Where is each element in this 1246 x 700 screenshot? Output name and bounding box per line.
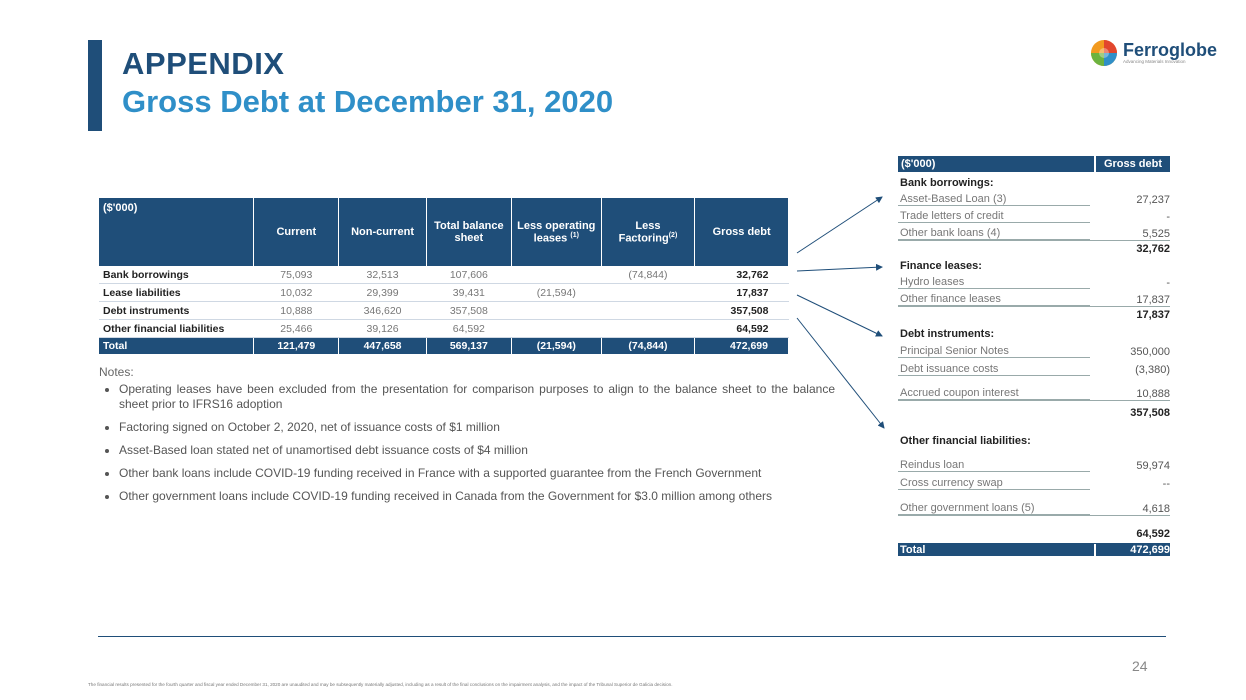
total-less-op: (21,594) <box>512 338 602 355</box>
list-item: Trade letters of credit - <box>900 210 1170 223</box>
row-label: Bank borrowings <box>99 266 254 284</box>
list-item: Other finance leases 17,837 <box>900 293 1170 306</box>
arrow-debt <box>797 295 882 336</box>
notes-title: Notes: <box>99 365 134 379</box>
cell-non-current: 39,126 <box>339 320 426 338</box>
side-col-label: Gross debt <box>1094 156 1170 172</box>
subtotal-row: 17,837 <box>898 306 1170 321</box>
cell-current: 10,888 <box>254 302 339 320</box>
section-title: Finance leases: <box>900 260 982 272</box>
total-less-fact: (74,844) <box>601 338 695 355</box>
side-header <box>898 156 1170 172</box>
gross-debt-breakdown-table <box>898 156 1170 556</box>
cell-non-current: 32,513 <box>339 266 426 284</box>
cell-less-fact: (74,844) <box>601 266 695 284</box>
page-title-appendix: APPENDIX <box>122 46 285 81</box>
col-total-balance: Total balance sheet <box>426 198 511 266</box>
side-total-label: Total <box>900 543 926 556</box>
logo-tagline: Advancing Materials Innovation <box>1123 59 1186 64</box>
list-item: Other government loans (5) 4,618 <box>900 502 1170 515</box>
cell-total: 39,431 <box>426 284 511 302</box>
row-label: Other financial liabilities <box>99 320 254 338</box>
footer-divider <box>98 636 1166 637</box>
side-total-value: 472,699 <box>1094 544 1170 556</box>
cell-gross: 17,837 <box>695 284 789 302</box>
side-unit-label: ($'000) <box>901 158 936 170</box>
total-gross: 472,699 <box>695 338 789 355</box>
note-item: • Other government loans include COVID-19 funding received in Canada from the Government for $3.0 million among others <box>119 489 835 504</box>
total-current: 121,479 <box>254 338 339 355</box>
arrow-bank <box>797 197 882 253</box>
cell-current: 25,466 <box>254 320 339 338</box>
list-item: Accrued coupon interest 10,888 <box>900 387 1170 400</box>
list-item: Hydro leases - <box>900 276 1170 289</box>
cell-less-op: (21,594) <box>512 284 602 302</box>
section-title: Other financial liabilities: <box>900 435 1031 447</box>
cell-total: 357,508 <box>426 302 511 320</box>
unit-label: ($'000) <box>99 198 254 266</box>
cell-non-current: 29,399 <box>339 284 426 302</box>
total-non-current: 447,658 <box>339 338 426 355</box>
subtotal-row: 357,508 <box>898 400 1170 419</box>
list-item: Reindus loan 59,974 <box>900 459 1170 472</box>
cell-gross: 32,762 <box>695 266 789 284</box>
row-label: Lease liabilities <box>99 284 254 302</box>
cell-non-current: 346,620 <box>339 302 426 320</box>
note-item: • Factoring signed on October 2, 2020, net of issuance costs of $1 million <box>119 420 835 435</box>
note-item: • Operating leases have been excluded from the presentation for comparison purposes to align to the balance sheet to the balance sheet prior to IFRS16 adoption <box>119 382 835 412</box>
note-item: • Asset-Based loan stated net of unamortised debt issuance costs of $4 million <box>119 443 835 458</box>
subtotal-row: 64,592 <box>898 515 1170 540</box>
cell-total: 107,606 <box>426 266 511 284</box>
footer-disclaimer: The financial results presented for the fourth quarter and fiscal year ended December 31, 2020 are unaudited and may be subsequently materially adjusted, including as a result of the final conclusions on the impairment analysis, and the impact of the Tribunal Superior de Galicia decision. <box>88 682 673 687</box>
arrow-lease <box>797 267 882 271</box>
col-less-factoring: Less Factoring$^{(2)}$ <box>601 198 695 266</box>
note-item: • Other bank loans include COVID-19 funding received in France with a supported guarantee from the French Government <box>119 466 835 481</box>
logo-name: Ferroglobe <box>1123 40 1218 60</box>
list-item: Other bank loans (4) 5,525 <box>900 227 1170 240</box>
section-title: Bank borrowings: <box>900 177 994 189</box>
cell-gross: 64,592 <box>695 320 789 338</box>
cell-gross: 357,508 <box>695 302 789 320</box>
list-item: Cross currency swap -- <box>900 477 1170 490</box>
col-current: Current <box>254 198 339 266</box>
list-item: Asset-Based Loan (3) 27,237 <box>900 193 1170 206</box>
cell-current: 75,093 <box>254 266 339 284</box>
col-less-operating: Less operating leases $^{(1)}$ <box>512 198 602 266</box>
page-subtitle: Gross Debt at December 31, 2020 <box>122 84 614 119</box>
subtotal-row: 32,762 <box>898 240 1170 255</box>
cell-total: 64,592 <box>426 320 511 338</box>
list-item: Debt issuance costs (3,380) <box>900 363 1170 376</box>
col-non-current: Non-current <box>339 198 426 266</box>
section-title: Debt instruments: <box>900 328 995 340</box>
side-total-row <box>898 543 1170 556</box>
col-gross-debt: Gross debt <box>695 198 789 266</box>
total-label: Total <box>99 338 254 355</box>
row-label: Debt instruments <box>99 302 254 320</box>
total-balance: 569,137 <box>426 338 511 355</box>
cell-current: 10,032 <box>254 284 339 302</box>
list-item: Principal Senior Notes 350,000 <box>900 345 1170 358</box>
arrow-other <box>797 318 884 428</box>
page-number: 24 <box>1132 658 1148 674</box>
